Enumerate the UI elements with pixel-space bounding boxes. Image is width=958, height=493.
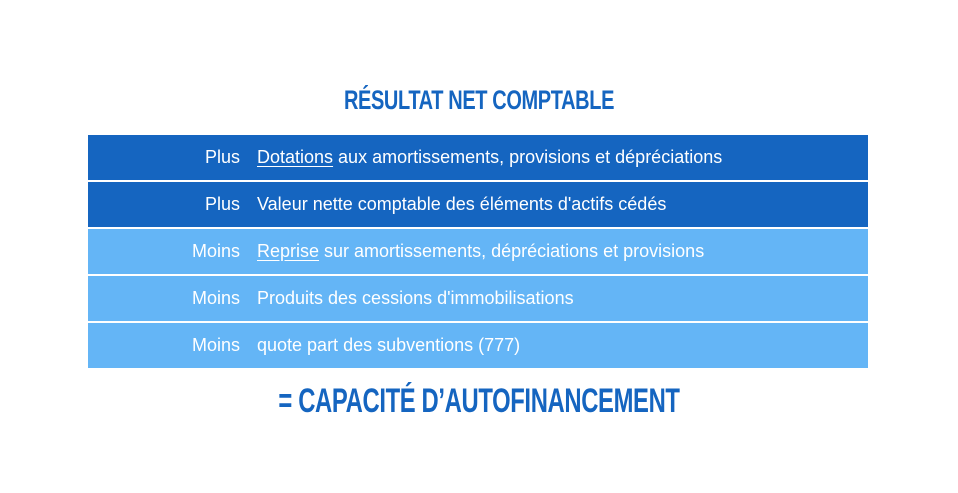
row-description — [257, 182, 666, 227]
row-description — [257, 229, 704, 274]
row-operator: Moins — [191, 288, 240, 308]
title-resultat-net-comptable: RÉSULTAT NET COMPTABLE — [343, 85, 615, 115]
row-operator: Moins — [191, 241, 240, 261]
row-description-text: aux amortissements, provisions et dépréciations — [333, 147, 723, 167]
row-description-text: Produits des cessions d'immobilisations — [257, 288, 574, 308]
row-operator: Plus — [204, 147, 240, 167]
reprise-link[interactable]: Reprise — [257, 241, 320, 261]
row-description-text: sur amortissements, dépréciations et provisions — [319, 241, 705, 261]
row-operator: Moins — [191, 335, 240, 355]
row-description — [257, 323, 520, 368]
row-description — [257, 135, 722, 180]
row-operator: Plus — [204, 194, 240, 214]
row-description-text: quote part des subventions (777) — [257, 335, 521, 355]
row-dotations — [88, 135, 868, 180]
row-quote-part-subventions — [88, 323, 868, 368]
row-reprise — [88, 229, 868, 274]
dotations-link[interactable]: Dotations — [257, 147, 334, 167]
row-description-text: Valeur nette comptable des éléments d'actifs cédés — [257, 194, 667, 214]
adjustments-table — [88, 135, 868, 368]
row-description — [257, 276, 574, 321]
row-valeur-nette-comptable — [88, 182, 868, 227]
result-capacite-autofinancement: = CAPACITÉ D’AUTOFINANCEMENT — [278, 382, 680, 420]
row-produits-cessions — [88, 276, 868, 321]
